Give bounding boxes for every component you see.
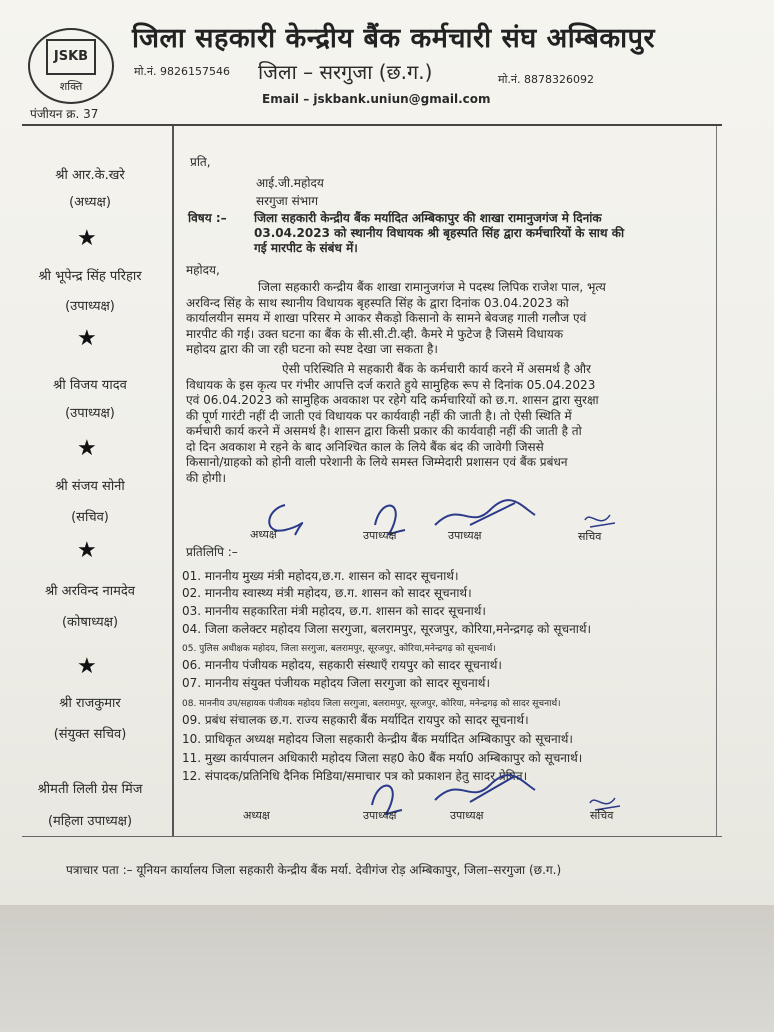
district-line: जिला – सरगुजा (छ.ग.) xyxy=(258,60,433,84)
to-line-2: सरगुजा संभाग xyxy=(256,194,319,208)
sidebar-role-1: (अध्यक्ष) xyxy=(69,195,111,210)
star-icon: ★ xyxy=(77,326,97,351)
sidebar-role-6: (संयुक्त सचिव) xyxy=(53,727,127,742)
para1-line: कार्यालयीन समय में शाखा परिसर मे आकर सैकड़ो किसानो के सामने बेवजह गाली गलौज एवं xyxy=(186,311,587,325)
star-icon: ★ xyxy=(77,538,97,563)
paragraph-1 xyxy=(186,280,711,358)
sidebar-role-4: (सचिव) xyxy=(71,510,109,525)
cc-item: 07. माननीय संयुक्त पंजीयक महोदय जिला सरगुजा को सादर सूचनार्थ। xyxy=(182,676,491,690)
signatory-label: अध्यक्ष xyxy=(243,809,270,822)
sidebar-name-1: श्री आर.के.खरे xyxy=(55,168,125,183)
sidebar-role-3: (उपाध्यक्ष) xyxy=(65,406,115,421)
cc-item: 05. पुलिस अधीक्षक महोदय, जिला सरगुजा, बलरामपुर, सूरजपुर, कोरिया,मनेन्द्रगढ़ को सूचनार्थ। xyxy=(182,644,496,654)
star-icon: ★ xyxy=(77,654,97,679)
signature-vp2 xyxy=(430,770,540,810)
signatory-label: सचिव xyxy=(590,809,614,822)
footer-rule xyxy=(22,836,722,837)
star-icon: ★ xyxy=(77,226,97,251)
sidebar-name-3: श्री विजय यादव xyxy=(53,378,127,393)
to-label: प्रति, xyxy=(190,155,211,169)
para1-line: मारपीट की गई। उक्त घटना का बैंक के सी.सी.टी.व्ही. कैमरे मे फुटेज है जिसमे विधायक xyxy=(186,326,564,341)
mobile-right: मो.नं. 8878326092 xyxy=(498,73,595,86)
seal-emblem-icon: JSKB xyxy=(46,39,96,75)
salutation: महोदय, xyxy=(186,263,220,277)
signature-vp2 xyxy=(430,495,540,535)
subject-line-2: 03.04.2023 को स्थानीय विधायक श्री बृहस्पति सिंह द्वारा कर्मचारियों के साथ की xyxy=(254,226,625,240)
para2-line: दो दिन अवकाश मे रहने के बाद अनिश्चित काल के लिये बैंक बंद की जावेगी जिससे xyxy=(186,439,544,454)
registration-number: पंजीयन क्र. 37 xyxy=(30,107,99,121)
subject-text xyxy=(254,211,709,256)
email-line: Email – jskbank.uniun@gmail.com xyxy=(262,92,491,106)
signatory-label: सचिव xyxy=(578,530,602,543)
para1-line: अरविन्द सिंह के साथ स्थानीय विधायक बृहस्पति सिंह के द्वारा दिनांक 03.04.2023 को xyxy=(186,295,569,310)
signatory-label: उपाध्यक्ष xyxy=(363,529,397,542)
subject-line-3: गई मारपीट के संबंध में। xyxy=(254,241,358,255)
sidebar-role-7: (महिला उपाध्यक्ष) xyxy=(47,814,133,829)
cc-label: प्रतिलिपि :– xyxy=(186,545,238,559)
star-icon: ★ xyxy=(77,436,97,461)
para2-line: किसानो/ग्राहको को होनी वाली परेशानी के लिये समस्त जिम्मेदारी प्रशासन एवं बैंक प्रबंधन xyxy=(186,455,568,469)
sidebar-role-5: (कोषाध्यक्ष) xyxy=(61,615,119,630)
table-surface xyxy=(0,905,774,1032)
cc-item: 08. माननीय उप/सहायक पंजीयक महोदय जिला सरगुजा, बलरामपुर, सूरजपुर, कोरिया, मनेन्द्रगढ़ को सादर सूचनार्थ। xyxy=(182,699,561,709)
para2-line: विधायक के इस कृत्य पर गंभीर आपत्ति दर्ज कराते हुये सामुहिक रूप से दिनांक 05.04.2023 xyxy=(186,377,596,392)
header-rule xyxy=(22,124,722,126)
signatory-label: उपाध्यक्ष xyxy=(448,529,482,542)
signatory-label: उपाध्यक्ष xyxy=(450,809,484,822)
cc-item: 03. माननीय सहकारिता मंत्री महोदय, छ.ग. शासन को सादर सूचनार्थ। xyxy=(182,604,486,618)
sidebar-name-7: श्रीमती लिली ग्रेस मिंज xyxy=(37,782,143,797)
cc-item: 10. प्राधिकृत अध्यक्ष महोदय जिला सहकारी केन्द्रीय बैंक मर्यादित अम्बिकापुर को सूचनार्थ। xyxy=(182,732,573,746)
signatory-label: अध्यक्ष xyxy=(250,528,277,541)
para2-line: एवं 06.04.2023 को सामुहिक अवकाश पर रहेगे यदि कर्मचारियों को छ.ग. शासन द्वारा सुरक्षा xyxy=(186,393,599,407)
cc-item: 04. जिला कलेक्टर महोदय जिला सरगुजा, बलरामपुर, सूरजपुर, कोरिया,मनेन्द्रगढ़ को सूचनार्थ। xyxy=(182,622,592,636)
to-line-1: आई.जी.महोदय xyxy=(256,176,324,190)
cc-item: 01. माननीय मुख्य मंत्री महोदय,छ.ग. शासन को सादर सूचनार्थ। xyxy=(182,569,459,583)
mobile-left: मो.नं. 9826157546 xyxy=(134,65,231,78)
sidebar-name-4: श्री संजय सोनी xyxy=(55,479,125,494)
sidebar-role-2: (उपाध्यक्ष) xyxy=(65,299,115,314)
seal-motto: शक्ति xyxy=(59,79,83,93)
para2-line: की पूर्ण गारंटी नहीं दी जाती एवं विधायक पर कार्यवाही नहीं की जाती है। तो ऐसी स्थिति में xyxy=(186,408,572,423)
para2-line: की होगी। xyxy=(186,470,227,485)
cc-item: 11. मुख्य कार्यपालन अधिकारी महोदय जिला सह0 के0 बैंक मर्या0 अम्बिकापुर को सूचनार्थ। xyxy=(182,751,583,765)
org-name: जिला सहकारी केन्द्रीय बैंक कर्मचारी संघ अम्बिकापुर xyxy=(132,23,655,54)
sidebar-name-2: श्री भूपेन्द्र सिंह परिहार xyxy=(38,269,142,284)
cc-item: 06. माननीय पंजीयक महोदय, सहकारी संस्थाएँ रायपुर को सादर सूचनार्थ। xyxy=(182,658,502,672)
para1-line: जिला सहकारी कन्द्रीय बैंक शाखा रामानुजगंज मे पदस्थ लिपिक राजेश पाल, भृत्य xyxy=(258,280,606,294)
sidebar-name-6: श्री राजकुमार xyxy=(59,696,121,711)
cc-item: 02. माननीय स्वास्थ्य मंत्री महोदय, छ.ग. शासन को सादर सूचनार्थ। xyxy=(182,586,472,600)
cc-item: 12. संपादक/प्रतिनिधि दैनिक मिडिया/समाचार पत्र को प्रकाशन हेतु सादर प्रेषित। xyxy=(182,769,528,783)
subject-line-1: जिला सहकारी केन्द्रीय बैंक मर्यादित अम्बिकापुर की शाखा रामानुजगंज मे दिनांक xyxy=(254,211,602,225)
correspondence-address: पत्राचार पता :– यूनियन कार्यालय जिला सहकारी केन्द्रीय बैंक मर्या. देवीगंज रोड़ अम्बिकापुर, जिला–सरगुजा (छ.ग.) xyxy=(66,863,562,877)
union-seal xyxy=(28,28,114,104)
subject-label: विषय :– xyxy=(188,211,227,225)
sidebar-name-5: श्री अरविन्द नामदेव xyxy=(44,584,136,599)
cc-item: 09. प्रबंध संचालक छ.ग. राज्य सहकारी बैंक मर्यादित रायपुर को सादर सूचनार्थ। xyxy=(182,713,529,727)
signatory-label: उपाध्यक्ष xyxy=(363,809,397,822)
para2-line: कर्मचारी कार्य करने में असमर्थ है। शासन द्वारा किसी प्रकार की कार्यवाही नहीं की जाती है तो xyxy=(186,424,582,438)
right-border xyxy=(716,126,717,836)
sidebar-divider xyxy=(172,126,174,836)
para2-line: ऐसी परिस्थिति मे सहकारी बैंक के कर्मचारी कार्य करने में असमर्थ है और xyxy=(282,362,591,376)
para1-line: महोदय द्वारा की जा रही घटना को स्पष्ट देखा जा सकता है। xyxy=(186,342,438,356)
paragraph-2 xyxy=(186,362,711,486)
